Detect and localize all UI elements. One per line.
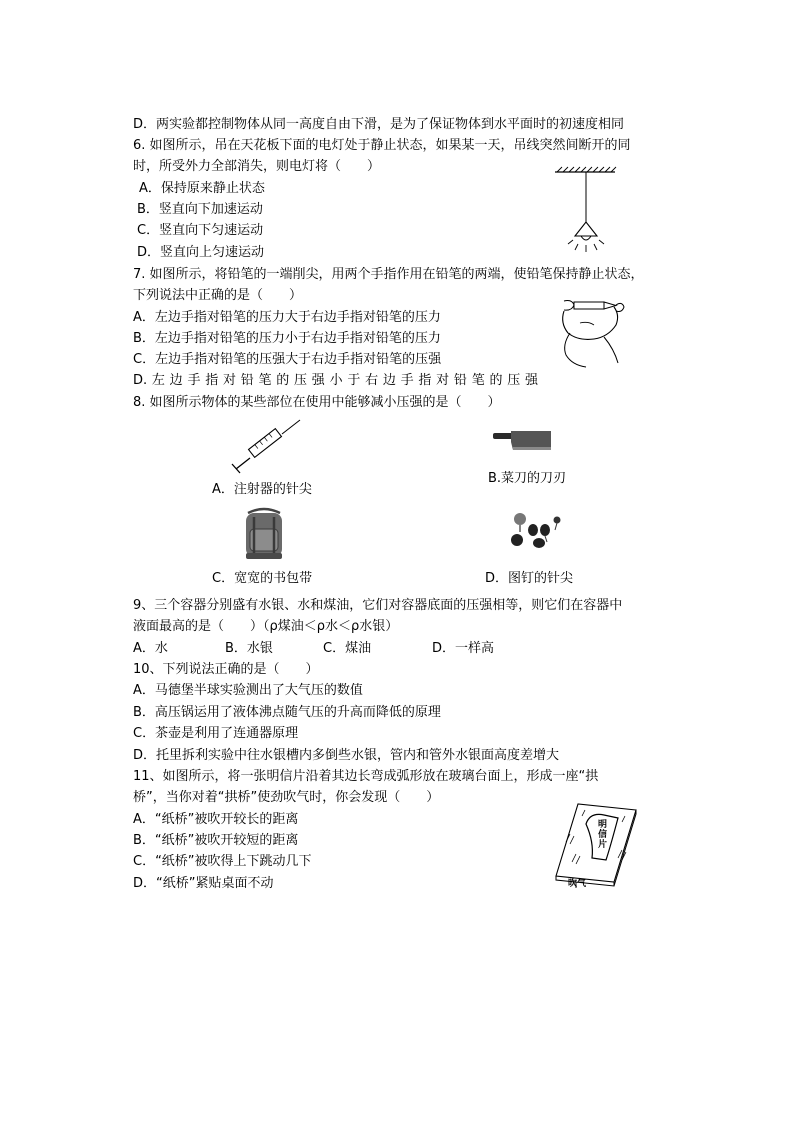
q6-option-c: C．竖直向下匀速运动 [137,223,264,238]
q9-option-c: C．煤油 [323,641,372,656]
q8-caption-c: C．宽宽的书包带 [212,571,313,586]
backpack-icon [240,505,288,561]
q9-option-a: A．水 [133,641,168,656]
q7-stem-line2: 下列说法中正确的是（ ） [133,288,303,303]
syringe-icon [230,418,302,474]
q8-stem: 8. 如图所示物体的某些部位在使用中能够减小压强的是（ ） [133,395,501,410]
q6-option-b: B．竖直向下加速运动 [137,202,263,217]
q11-option-a: A．“纸桥”被吹开较长的距离 [133,812,299,827]
q10-option-c: C．茶壶是利用了连通器原理 [133,726,299,741]
q11-stem-line1: 11、如图所示，将一张明信片沿着其边长弯成弧形放在玻璃台面上，形成一座“拱 [133,769,599,784]
thumbtacks-icon [505,510,561,550]
q7-stem-line1: 7. 如图所示，将铅笔的一端削尖，用两个手指作用在铅笔的两端，使铅笔保持静止状态， [133,267,644,282]
paper-bridge-figure [552,802,638,892]
q11-stem-line2: 桥”，当你对着“拱桥”使劲吹气时，你会发现（ ） [133,790,440,805]
q7-option-c: C．左边手指对铅笔的压强大于右边手指对铅笔的压强 [133,352,442,367]
q11-option-b: B．“纸桥”被吹开较短的距离 [133,833,299,848]
q11-option-d: D．“纸桥”紧贴桌面不动 [133,876,274,891]
q6-stem-line2: 时，所受外力全部消失，则电灯将（ ） [133,159,381,174]
hanging-lamp-figure [553,166,619,254]
q8-caption-a: A．注射器的针尖 [212,482,312,497]
blow-label: 吹气 [568,879,587,889]
q9-stem-line1: 9、三个容器分别盛有水银、水和煤油，它们对容器底面的压强相等，则它们在容器中 [133,598,623,613]
kitchen-knife-icon [493,430,553,452]
q6-option-a: A．保持原来静止状态 [139,181,265,196]
q10-stem: 10、下列说法正确的是（ ） [133,662,319,677]
postcard-label: 明信片 [598,820,608,850]
q7-option-a: A．左边手指对铅笔的压力大于右边手指对铅笔的压力 [133,310,441,325]
q8-caption-b: B.菜刀的刀刃 [488,471,567,486]
q5-option-d: D．两实验都控制物体从同一高度自由下滑，是为了保证物体到水平面时的初速度相同 [133,117,625,132]
q11-option-c: C．“纸桥”被吹得上下跳动几下 [133,854,312,869]
q9-option-d: D．一样高 [432,641,495,656]
q9-stem-line2: 液面最高的是（ ）（ρ煤油＜ρ水＜ρ水银） [133,619,399,634]
q10-option-b: B．高压锅运用了液体沸点随气压的升高而降低的原理 [133,705,441,720]
q6-stem-line1: 6. 如图所示，吊在天花板下面的电灯处于静止状态，如果某一天，吊线突然间断开的同 [133,138,631,153]
q8-caption-d: D．图钉的针尖 [485,571,574,586]
pencil-fingers-figure [558,293,630,371]
q9-option-b: B．水银 [225,641,273,656]
q10-option-d: D．托里拆利实验中往水银槽内多倒些水银，管内和管外水银面高度差增大 [133,748,560,763]
q7-option-d: D. 左 边 手 指 对 铅 笔 的 压 强 小 于 右 边 手 指 对 铅 笔 的 压 强 [133,373,538,388]
q7-option-b: B．左边手指对铅笔的压力小于右边手指对铅笔的压力 [133,331,441,346]
q6-option-d: D．竖直向上匀速运动 [137,245,265,260]
q10-option-a: A．马德堡半球实验测出了大气压的数值 [133,683,363,698]
